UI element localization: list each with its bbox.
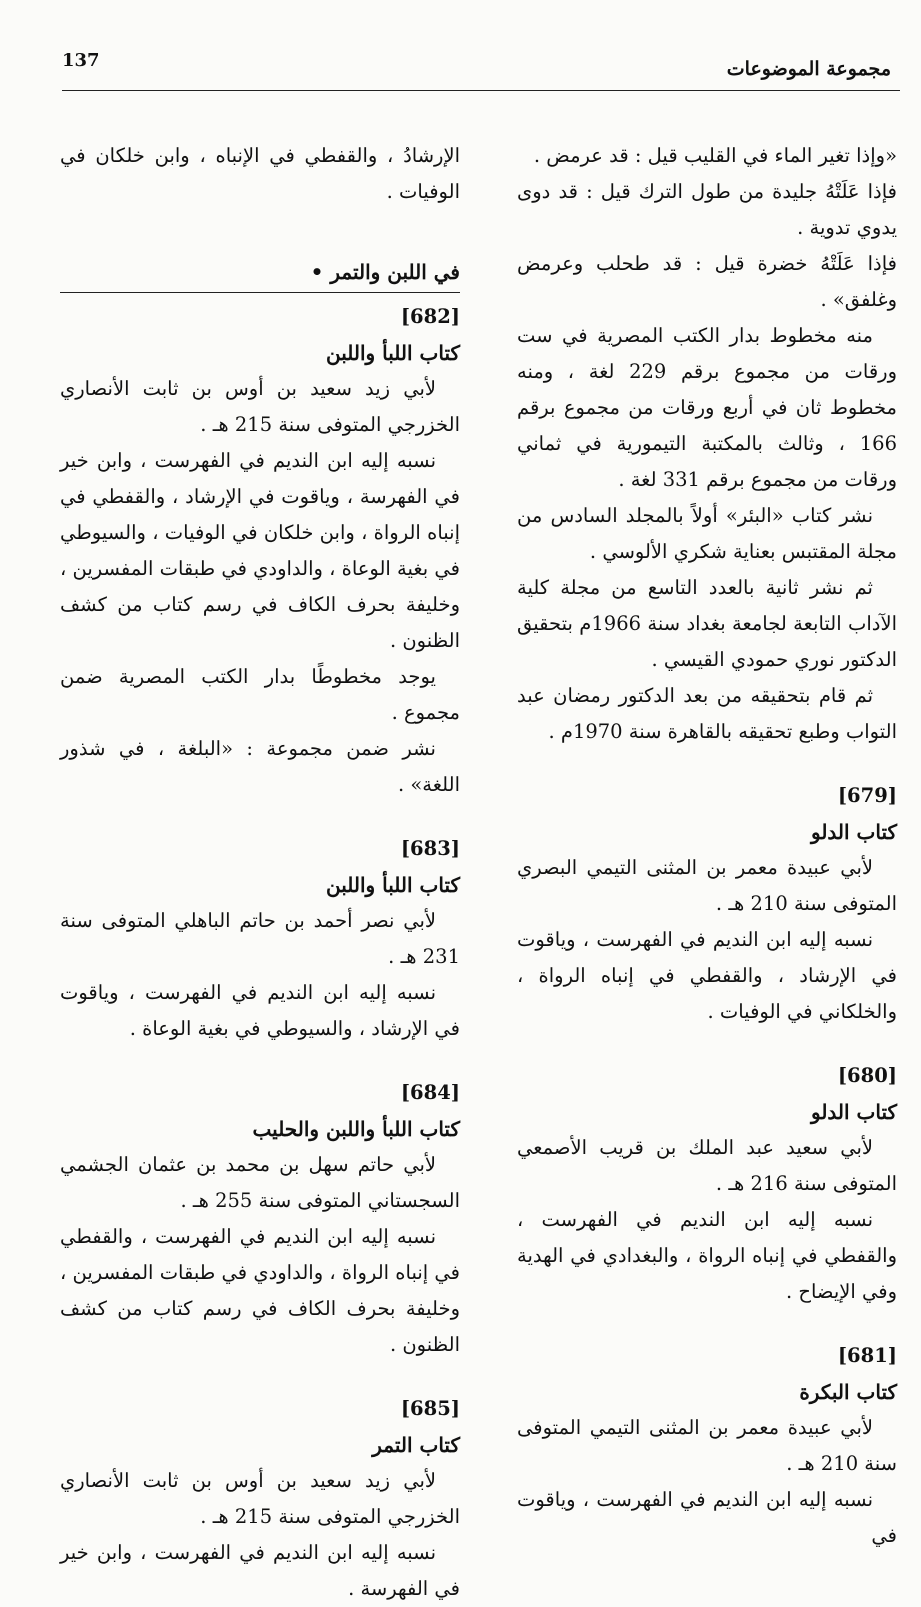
section-heading-text: في اللبن والتمر <box>330 260 460 284</box>
entry-title: كتاب الدلو <box>810 820 897 844</box>
right-column <box>517 138 897 1554</box>
paragraph: فإذا عَلَتْهُ خضرة قيل : قد طحلب وعرمض وغلفق» . <box>517 252 897 311</box>
paragraph: نسبه إليه ابن النديم في الفهرست ، والقفطي في إنباه الرواة ، والبغدادي في الهدية وفي الإيضاح . <box>517 1208 897 1303</box>
paragraph: نسبه إليه ابن النديم في الفهرست ، وابن خير في الفهرسة ، وياقوت في الإرشاد ، والقفطي في إنباه الرواة ، وابن خلكان في الوفيات ، والسيوطي في بغية الوعاة ، والداودي في طبقات المفسرين ، وخليفة بحرف الكاف في رسم كتاب من كشف الظنون . <box>59 449 460 652</box>
entry-title: كتاب اللبأ واللبن <box>326 341 460 365</box>
entry-number: [681] <box>837 1344 897 1367</box>
running-header-title: مجموعة الموضوعات <box>726 58 891 80</box>
paragraph: نسبه إليه ابن النديم في الفهرست ، وياقوت في الإرشاد ، والسيوطي في بغية الوعاة . <box>60 981 460 1040</box>
paragraph: نسبه إليه ابن النديم في الفهرست ، وابن خير في الفهرسة . <box>60 1541 460 1600</box>
paragraph: الإرشادُ ، والقفطي في الإنباه ، وابن خلكان في الوفيات . <box>60 144 460 203</box>
entry-number: [680] <box>837 1064 897 1087</box>
entry-number: [684] <box>400 1081 460 1104</box>
paragraph: لأبي زيد سعيد بن أوس بن ثابت الأنصاري الخزرجي المتوفى سنة 215 هـ . <box>60 1469 460 1528</box>
entry-title: كتاب اللبأ واللبن <box>326 873 460 897</box>
left-column <box>60 138 460 1607</box>
paragraph: يوجد مخطوطًا بدار الكتب المصرية ضمن مجموع . <box>60 665 460 724</box>
section-heading <box>60 254 460 293</box>
paragraph: «وإذا تغير الماء في القليب قيل : قد عرمض . <box>533 144 897 167</box>
entry-title: كتاب البكرة <box>799 1380 897 1404</box>
entry-number: [683] <box>400 837 460 860</box>
paragraph: منه مخطوط بدار الكتب المصرية في ست ورقات من مجموع برقم 229 لغة ، ومنه مخطوط ثان في أربع ورقات من مجموع برقم 166 ، وثالث بالمكتبة التيمورية في ثماني ورقات من مجموع برقم 331 لغة . <box>517 324 897 491</box>
entry-title: كتاب الدلو <box>810 1100 897 1124</box>
paragraph: نشر ضمن مجموعة : «البلغة ، في شذور اللغة» . <box>60 737 460 796</box>
paragraph: لأبي نصر أحمد بن حاتم الباهلي المتوفى سنة 231 هـ . <box>60 909 460 968</box>
entry-title: كتاب اللبأ واللبن والحليب <box>252 1117 460 1141</box>
paragraph: لأبي سعيد عبد الملك بن قريب الأصمعي المتوفى سنة 216 هـ . <box>517 1136 897 1195</box>
page-number: 137 <box>62 50 100 71</box>
paragraph: ثم نشر ثانية بالعدد التاسع من مجلة كلية الآداب التابعة لجامعة بغداد سنة 1966م بتحقيق الدكتور نوري حمودي القيسي . <box>517 576 898 671</box>
header-rule <box>62 90 900 91</box>
paragraph: لأبي عبيدة معمر بن المثنى التيمي المتوفى سنة 210 هـ . <box>517 1416 897 1475</box>
paragraph: لأبي حاتم سهل بن محمد بن عثمان الجشمي السجستاني المتوفى سنة 255 هـ . <box>60 1153 460 1212</box>
paragraph: ثم قام بتحقيقه من بعد الدكتور رمضان عبد التواب وطبع تحقيقه بالقاهرة سنة 1970م . <box>517 684 897 743</box>
paragraph: نسبه إليه ابن النديم في الفهرست ، وياقوت في <box>517 1488 897 1547</box>
paragraph: نشر كتاب «البئر» أولاً بالمجلد السادس من مجلة المقتبس بعناية شكري الألوسي . <box>517 504 897 563</box>
paragraph: فإذا عَلَتْهُ جليدة من طول الترك قيل : قد دوى يدوي تدوية . <box>517 180 897 239</box>
bullet-icon: • <box>310 260 324 284</box>
entry-title: كتاب التمر <box>372 1433 460 1457</box>
paragraph: نسبه إليه ابن النديم في الفهرست ، وياقوت في الإرشاد ، والقفطي في إنباه الرواة ، والخلكاني في الوفيات . <box>517 928 897 1023</box>
entry-number: [679] <box>837 784 897 807</box>
paragraph: لأبي زيد سعيد بن أوس بن ثابت الأنصاري الخزرجي المتوفى سنة 215 هـ . <box>60 377 460 436</box>
entry-number: [682] <box>400 305 460 328</box>
entry-number: [685] <box>400 1397 460 1420</box>
paragraph: نسبه إليه ابن النديم في الفهرست ، والقفطي في إنباه الرواة ، والداودي في طبقات المفسرين ، وخليفة بحرف الكاف في رسم كتاب من كشف الظنون . <box>60 1225 460 1356</box>
paragraph: لأبي عبيدة معمر بن المثنى التيمي البصري المتوفى سنة 210 هـ . <box>517 856 897 915</box>
